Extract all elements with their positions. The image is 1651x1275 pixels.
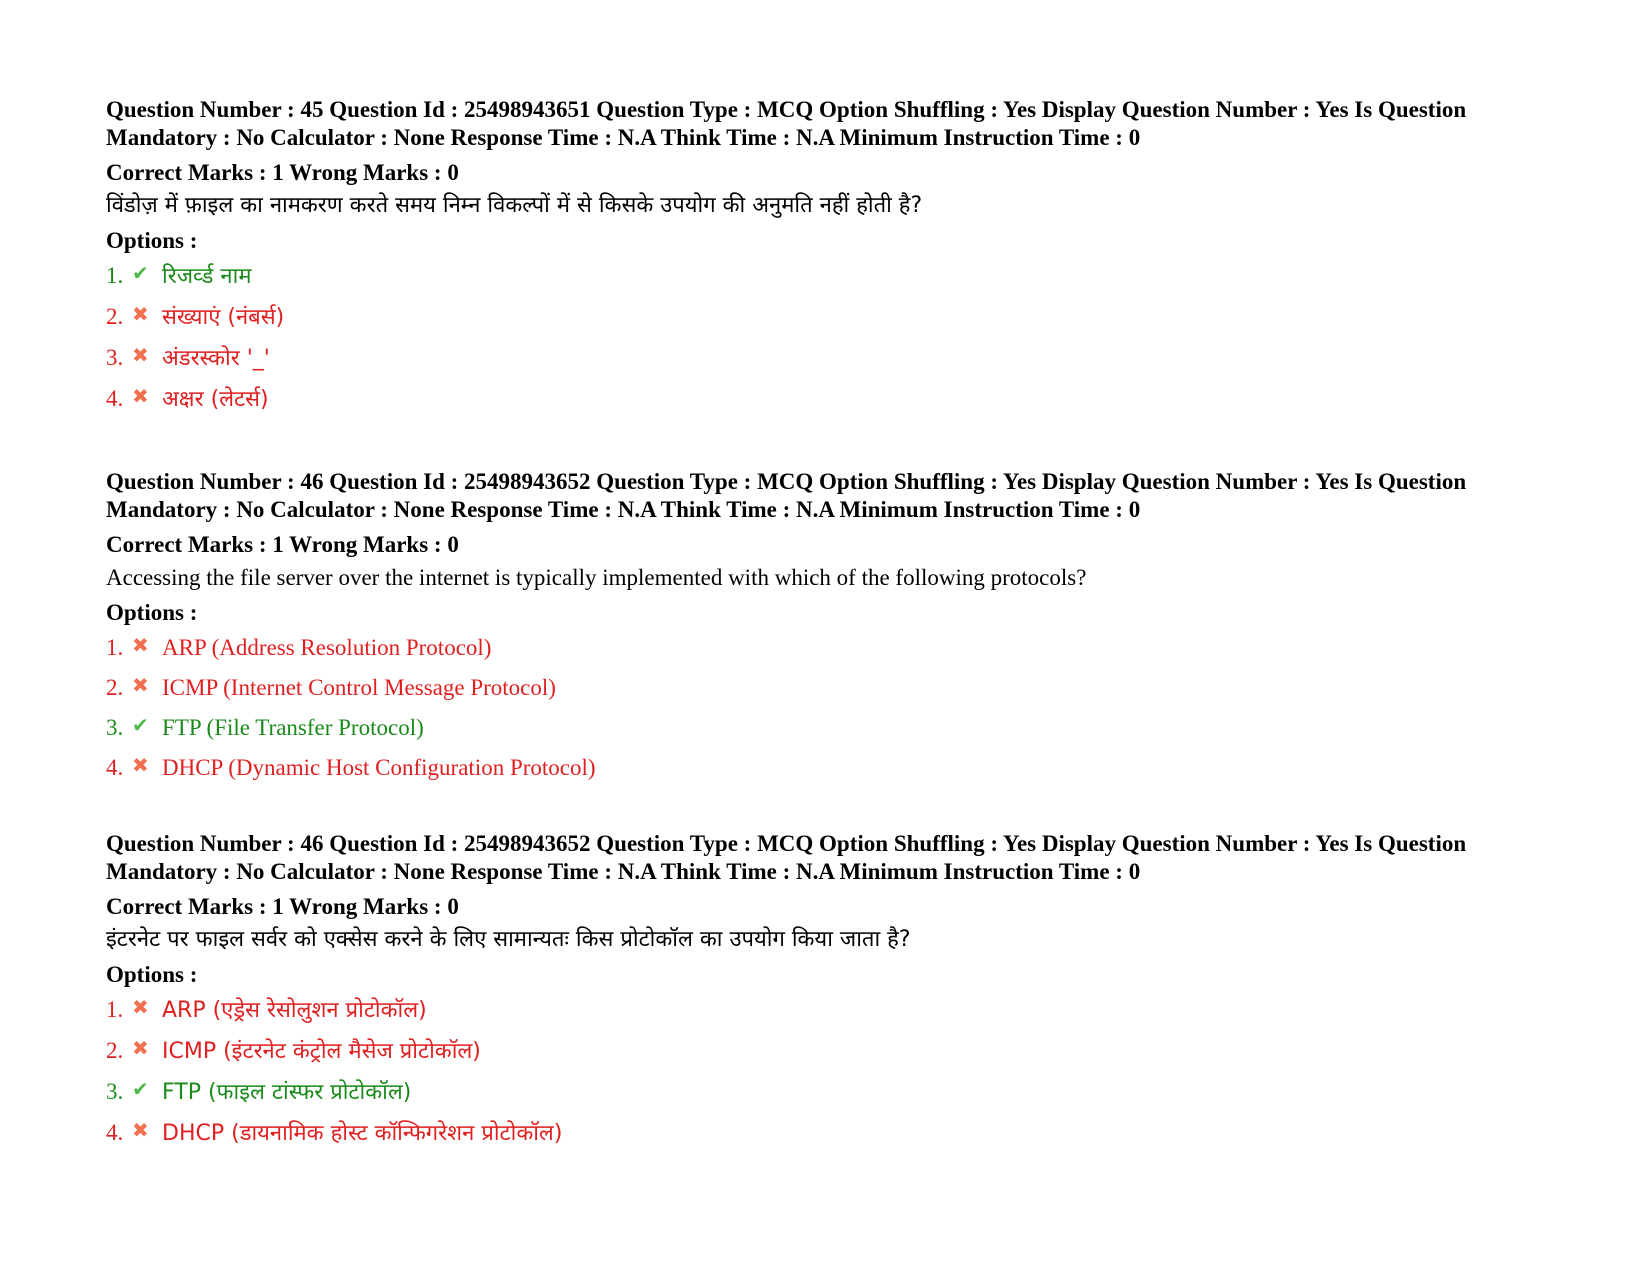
option-number: 4.	[106, 755, 124, 780]
question-meta: Question Number : 46 Question Id : 25498943652 Question Type : MCQ Option Shuffling : Yes Display Question Number : Yes Is Question Mandatory : No Calculator : None Response Time : N.A Think Time : N.A Minimum Instruction Time : 0	[106, 469, 1467, 522]
question-meta: Question Number : 45 Question Id : 25498943651 Question Type : MCQ Option Shuffling : Yes Display Question Number : Yes Is Question Mandatory : No Calculator : None Response Time : N.A Think Time : N.A Minimum Instruction Time : 0	[106, 97, 1467, 150]
cross-icon: ✖	[132, 635, 149, 657]
question-block-45	[106, 96, 1546, 419]
option-2	[106, 296, 1546, 337]
options-label: Options :	[106, 962, 198, 987]
check-icon: ✔	[132, 1079, 149, 1101]
cross-icon: ✖	[132, 997, 149, 1019]
option-1	[106, 989, 1546, 1030]
cross-icon: ✖	[132, 304, 149, 326]
option-text: DHCP (डायनामिक होस्ट कॉन्फिगरेशन प्रोटोकॉल)	[162, 1121, 563, 1146]
option-1	[106, 627, 1546, 667]
cross-icon: ✖	[132, 1038, 149, 1060]
question-marks: Correct Marks : 1 Wrong Marks : 0	[106, 160, 459, 185]
option-number: 3.	[106, 345, 124, 370]
question-text: विंडोज़ में फ़ाइल का नामकरण करते समय निम्न विकल्पों में से किसके उपयोग की अनुमति नहीं होती है?	[106, 193, 923, 218]
question-text: इंटरनेट पर फाइल सर्वर को एक्सेस करने के लिए सामान्यतः किस प्रोटोकॉल का उपयोग किया जाता है?	[106, 927, 911, 952]
option-number: 1.	[106, 997, 124, 1022]
cross-icon: ✖	[132, 386, 149, 408]
option-3	[106, 337, 1546, 378]
option-1	[106, 255, 1546, 296]
option-text: ICMP (इंटरनेट कंट्रोल मैसेज प्रोटोकॉल)	[162, 1039, 481, 1064]
question-block-46-hi	[106, 830, 1546, 1153]
option-4	[106, 378, 1546, 419]
option-4	[106, 747, 1546, 787]
question-marks: Correct Marks : 1 Wrong Marks : 0	[106, 894, 459, 919]
question-block-46-en	[106, 468, 1546, 787]
options-label: Options :	[106, 228, 198, 253]
option-number: 4.	[106, 1120, 124, 1145]
option-3	[106, 1071, 1546, 1112]
cross-icon: ✖	[132, 755, 149, 777]
question-meta: Question Number : 46 Question Id : 25498943652 Question Type : MCQ Option Shuffling : Yes Display Question Number : Yes Is Question Mandatory : No Calculator : None Response Time : N.A Think Time : N.A Minimum Instruction Time : 0	[106, 831, 1467, 884]
option-text: FTP (File Transfer Protocol)	[162, 715, 424, 740]
option-text: ARP (एड्रेस रेसोलुशन प्रोटोकॉल)	[162, 998, 427, 1023]
options-label: Options :	[106, 600, 198, 625]
option-number: 2.	[106, 675, 124, 700]
option-text: संख्याएं (नंबर्स)	[162, 305, 285, 330]
option-text: अक्षर (लेटर्स)	[162, 387, 269, 412]
option-number: 2.	[106, 304, 124, 329]
option-text: DHCP (Dynamic Host Configuration Protocol)	[162, 755, 596, 780]
check-icon: ✔	[132, 715, 149, 737]
option-number: 2.	[106, 1038, 124, 1063]
cross-icon: ✖	[132, 1120, 149, 1142]
cross-icon: ✖	[132, 675, 149, 697]
question-text: Accessing the file server over the internet is typically implemented with which of the following protocols?	[106, 565, 1087, 590]
option-2	[106, 1030, 1546, 1071]
option-text: ICMP (Internet Control Message Protocol)	[162, 675, 556, 700]
check-icon: ✔	[132, 263, 149, 285]
option-3	[106, 707, 1546, 747]
option-text: अंडरस्कोर '_'	[162, 346, 270, 371]
option-number: 3.	[106, 715, 124, 740]
option-number: 1.	[106, 263, 124, 288]
option-number: 4.	[106, 386, 124, 411]
question-marks: Correct Marks : 1 Wrong Marks : 0	[106, 532, 459, 557]
option-number: 1.	[106, 635, 124, 660]
option-4	[106, 1112, 1546, 1153]
cross-icon: ✖	[132, 345, 149, 367]
option-text: रिजर्व्ड नाम	[162, 264, 252, 289]
option-text: ARP (Address Resolution Protocol)	[162, 635, 492, 660]
option-2	[106, 667, 1546, 707]
option-number: 3.	[106, 1079, 124, 1104]
option-text: FTP (फाइल टांस्फर प्रोटोकॉल)	[162, 1080, 412, 1105]
